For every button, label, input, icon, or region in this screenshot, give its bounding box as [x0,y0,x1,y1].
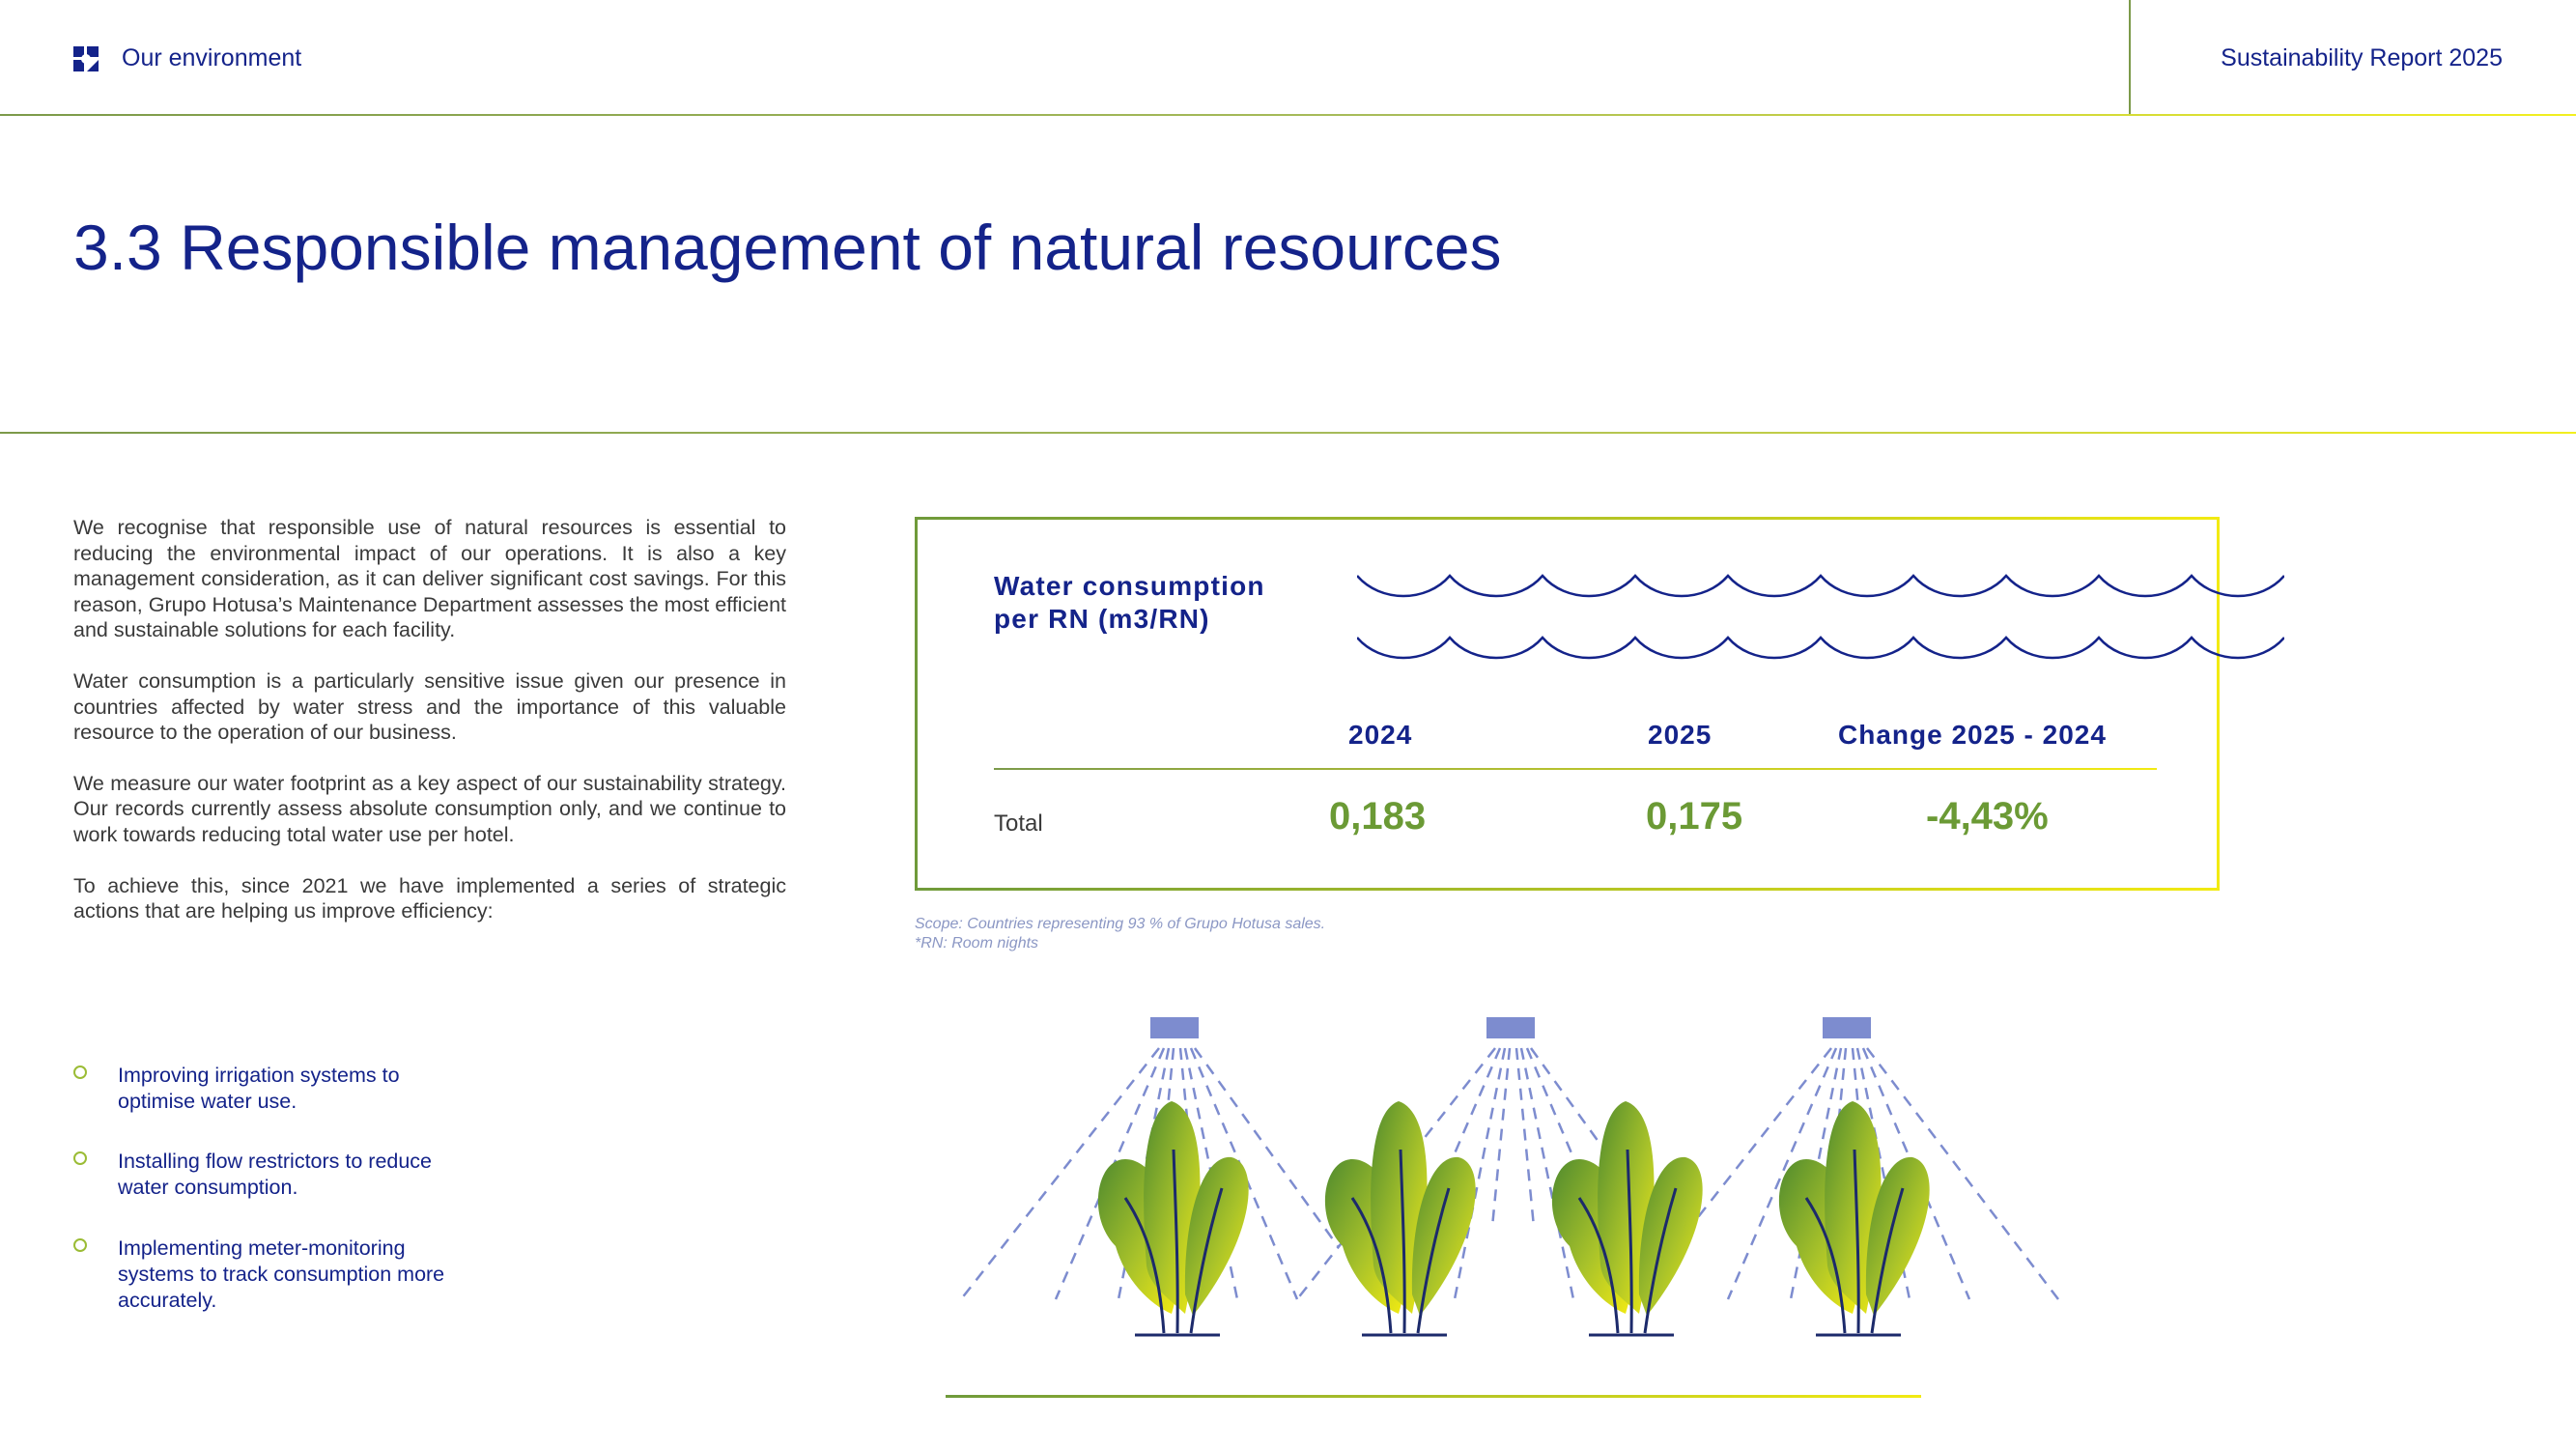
column-header-2024: 2024 [1348,720,1413,750]
sprinkler-icon [1150,1017,1199,1038]
irrigation-illustration [942,1005,2081,1410]
paragraph: We measure our water footprint as a key aspect of our sustainability strategy. Our records currently assess absolute consumption only, and we continue to work towards reducing total water use per hotel. [73,771,786,846]
ground-line [946,1395,1921,1398]
column-header-change: Change 2025 - 2024 [1838,720,2107,750]
rn-note: *RN: Room nights [915,935,1039,952]
plant-icon [1098,1101,1249,1335]
paragraph: Water consumption is a particularly sensitive issue given our presence in countries affected by water stress and the importance of this valuable resource to the operation of our business. [73,668,786,745]
column-header-2025: 2025 [1648,720,1713,750]
bullet-circle-icon [73,1238,87,1252]
plant-icon [1552,1101,1703,1335]
water-consumption-table [915,517,2220,891]
plant-icon [1325,1101,1476,1335]
header-rule [0,114,2576,116]
header-divider [2129,0,2131,116]
scope-note: Scope: Countries representing 93 % of Grupo Hotusa sales. [915,916,1326,932]
value-2025: 0,175 [1646,795,1743,838]
bullet-circle-icon [73,1065,87,1079]
paragraph: To achieve this, since 2021 we have implemented a series of strategic actions that are helping us improve efficiency: [73,873,786,923]
bullet-item [73,1149,518,1201]
bullet-text: Implementing meter-monitoring systems to track consumption more accurately. [118,1236,445,1312]
bullet-item [73,1063,518,1115]
row-label: Total [994,810,1043,837]
bullet-text: Installing flow restrictors to reduce water consumption. [118,1150,433,1199]
header-report-title: Sustainability Report 2025 [2221,44,2503,71]
plant-icon [1779,1101,1930,1335]
bullet-text: Improving irrigation systems to optimise water use. [118,1064,400,1113]
body-text [73,515,786,950]
table-title: Water consumption per RN (m3/RN) [994,571,1265,634]
bullet-circle-icon [73,1151,87,1165]
brand-logo-icon [73,46,99,71]
bullet-item [73,1236,518,1314]
sprinkler-icon [1823,1017,1871,1038]
page-title: 3.3 Responsible management of natural resources [73,212,1502,283]
water-waves-icon [1357,558,2284,665]
value-change: -4,43% [1926,795,2049,838]
value-2024: 0,183 [1329,795,1427,838]
paragraph: We recognise that responsible use of natural resources is essential to reducing the environmental impact of our operations. It is also a key management consideration, as it can deliver significant cost savings. For this reason, Grupo Hotusa’s Maintenance Department assesses the most efficient and sustainable solutions for each facility. [73,516,786,642]
table-divider [994,768,2157,770]
header-section-title: Our environment [122,44,302,71]
sprinkler-icon [1486,1017,1535,1038]
title-rule [0,432,2576,434]
